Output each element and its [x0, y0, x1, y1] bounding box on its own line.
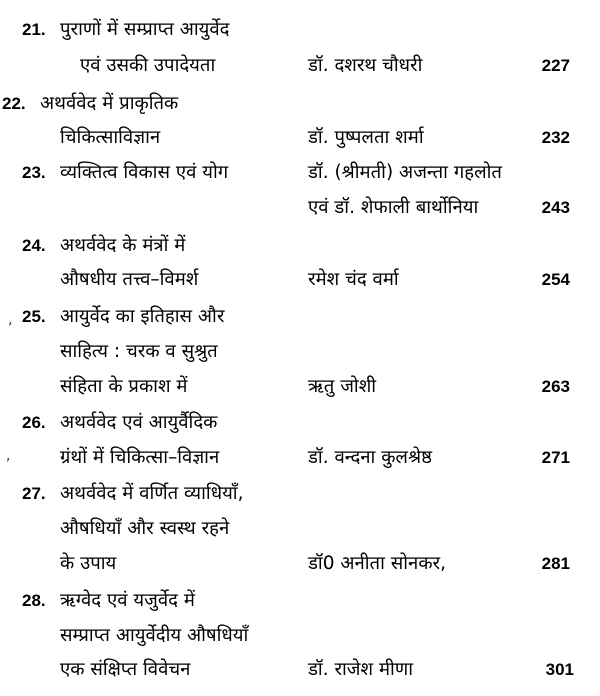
entry-page: 232 [541, 128, 570, 147]
scan-mark: , [6, 448, 11, 464]
entry-title: अथर्ववेद एवं आयुर्वैदिक [60, 412, 218, 433]
toc-entry-21-line-1 [0, 12, 600, 48]
entry-title: अथर्ववेद में वर्णित व्याधियाँ, [60, 483, 244, 504]
entry-author: डॉ. वन्दना कुलश्रेष्ठ [308, 447, 432, 468]
toc-entry-22-line-2 [0, 120, 600, 156]
entry-page: 301 [545, 660, 574, 679]
entry-author: रमेश चंद वर्मा [308, 269, 399, 290]
entry-author: डॉ. पुष्पलता शर्मा [308, 127, 424, 148]
entry-title: के उपाय [60, 553, 117, 574]
toc-entry-24-line-2 [0, 262, 600, 298]
entry-title: साहित्य : चरक व सुश्रुत [60, 341, 218, 362]
entry-title: औषधियाँ और स्वस्थ रहने [60, 518, 230, 539]
entry-number: 22. [2, 94, 26, 113]
entry-title: ग्रंथों में चिकित्सा–विज्ञान [60, 447, 220, 468]
entry-author: एवं डॉ. शेफाली बार्थोनिया [308, 197, 479, 218]
entry-author: डॉ. (श्रीमती) अजन्ता गहलोत [308, 162, 502, 183]
toc-entry-23-line-2 [0, 190, 600, 226]
entry-title: व्यक्तित्व विकास एवं योग [60, 162, 229, 183]
entry-title: संहिता के प्रकाश में [60, 376, 188, 397]
toc-entry-26-line-2 [0, 440, 600, 476]
toc-entry-22-line-1 [0, 86, 600, 122]
entry-page: 281 [541, 554, 570, 573]
entry-number: 27. [22, 484, 46, 503]
toc-entry-26-line-1 [0, 405, 600, 441]
toc-entry-28-line-3 [0, 652, 600, 688]
entry-page: 243 [541, 198, 570, 217]
toc-entry-24-line-1 [0, 228, 600, 264]
toc-entry-23-line-1 [0, 155, 600, 191]
entry-number: 25. [22, 307, 46, 326]
entry-title: सम्प्राप्त आयुर्वेदीय औषधियाँ [60, 625, 249, 646]
entry-title: आयुर्वेद का इतिहास और [60, 306, 225, 327]
toc-entry-25-line-3 [0, 369, 600, 405]
entry-page: 227 [541, 56, 570, 75]
entry-title: औषधीय तत्त्व–विमर्श [60, 269, 199, 290]
scan-mark: ‚ [8, 312, 13, 328]
entry-author: डॉ0 अनीता सोनकर, [308, 553, 446, 574]
toc-entry-25-line-1 [0, 299, 600, 335]
toc-entry-27-line-2 [0, 511, 600, 547]
toc-entry-28-line-1 [0, 583, 600, 619]
entry-author: ऋतु जोशी [308, 376, 377, 397]
toc-entry-28-line-2 [0, 618, 600, 654]
entry-title: पुराणों में सम्प्राप्त आयुर्वेद [60, 19, 230, 40]
entry-author: डॉ. दशरथ चौधरी [308, 55, 423, 76]
toc-entry-27-line-1 [0, 476, 600, 512]
toc-entry-25-line-2 [0, 334, 600, 370]
entry-title: अथर्ववेद में प्राकृतिक [40, 93, 179, 114]
toc-entry-27-line-3 [0, 546, 600, 582]
entry-number: 21. [22, 20, 46, 39]
entry-number: 24. [22, 236, 46, 255]
entry-number: 26. [22, 413, 46, 432]
entry-number: 23. [22, 163, 46, 182]
entry-page: 254 [541, 270, 570, 289]
entry-number: 28. [22, 591, 46, 610]
entry-page: 271 [541, 448, 570, 467]
entry-title: ऋग्वेद एवं यजुर्वेद में [60, 590, 195, 611]
entry-page: 263 [541, 377, 570, 396]
entry-title: अथर्ववेद के मंत्रों में [60, 235, 186, 256]
entry-title: एवं उसकी उपादेयता [80, 55, 216, 76]
entry-author: डॉ. राजेश मीणा [308, 659, 414, 680]
entry-title: एक संक्षिप्त विवेचन [60, 659, 191, 680]
entry-title: चिकित्साविज्ञान [60, 127, 161, 148]
toc-entry-21-line-2 [0, 48, 600, 84]
